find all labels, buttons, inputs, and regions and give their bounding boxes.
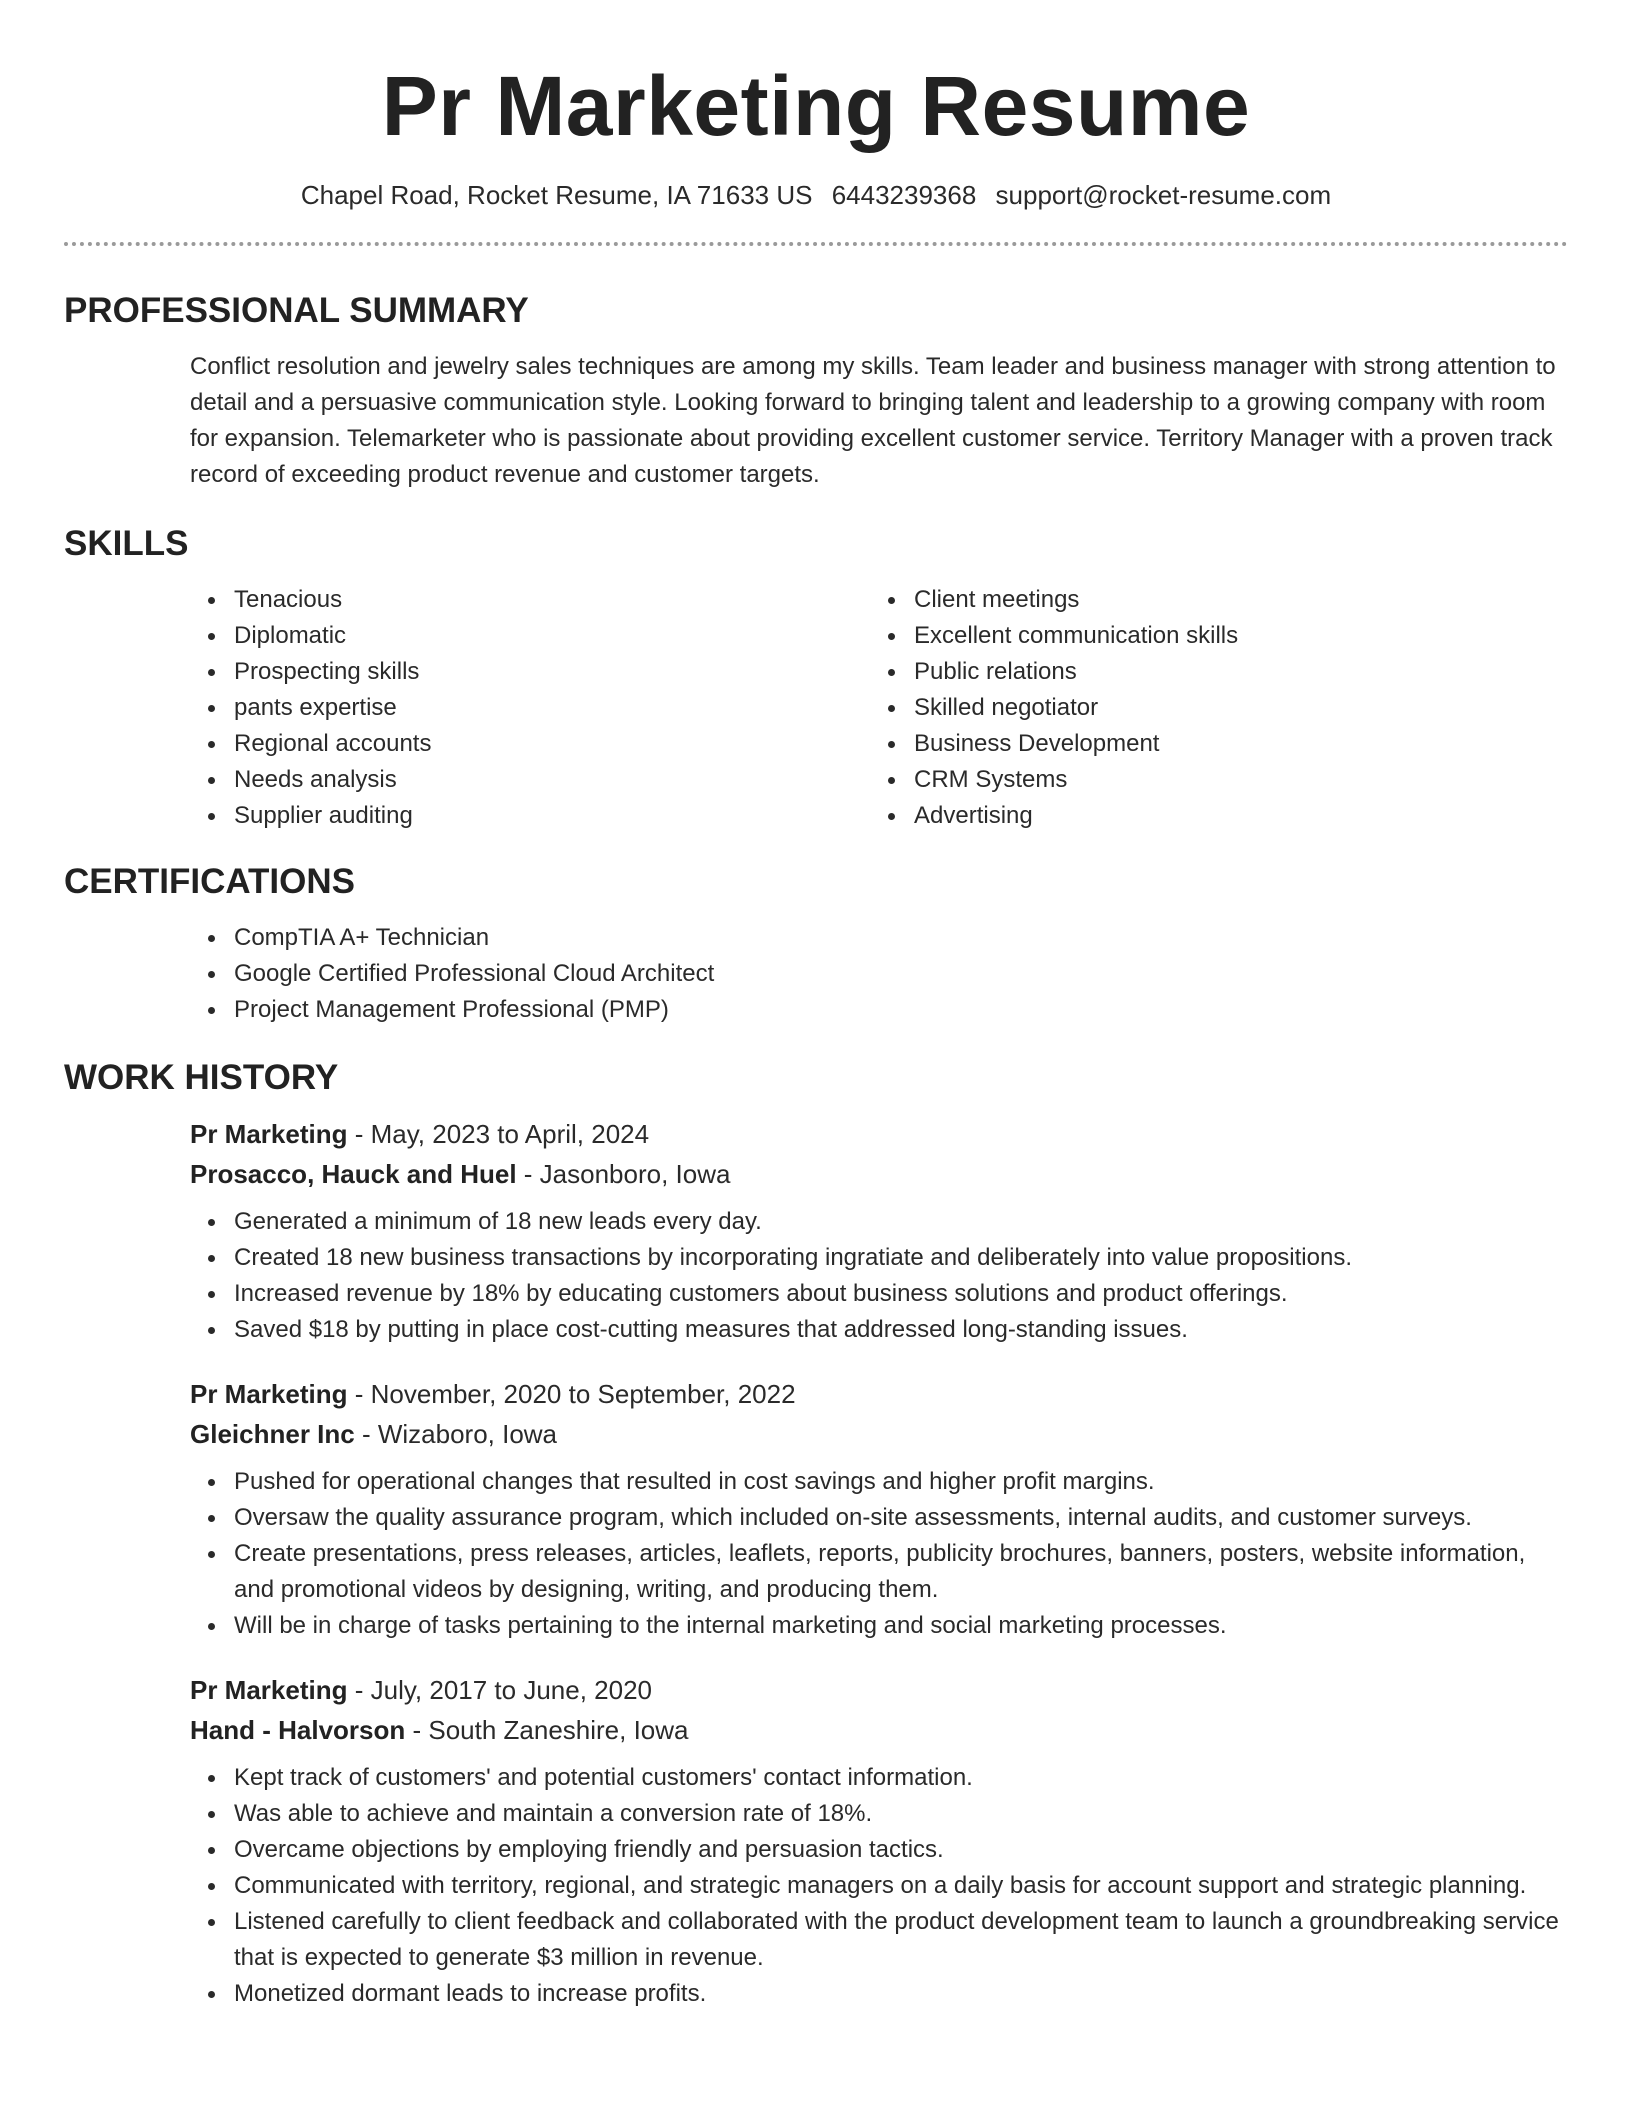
certification-item: Project Management Professional (PMP)	[234, 992, 1568, 1028]
resume-page	[64, 0, 1568, 2012]
job-location: - South Zaneshire, Iowa	[405, 1715, 689, 1745]
contact-line	[64, 178, 1568, 212]
skill-item: Excellent communication skills	[914, 618, 1550, 654]
job-dates: - May, 2023 to April, 2024	[347, 1119, 650, 1149]
skill-item: Advertising	[914, 798, 1550, 834]
job-company-line	[190, 1710, 1568, 1750]
skill-item: pants expertise	[234, 690, 870, 726]
skill-item: Diplomatic	[234, 618, 870, 654]
job-location: - Jasonboro, Iowa	[516, 1159, 731, 1189]
contact-phone: 6443239368	[831, 180, 977, 210]
skill-item: Needs analysis	[234, 762, 870, 798]
job-role: Pr Marketing	[190, 1675, 348, 1705]
job-bullet: Increased revenue by 18% by educating customers about business solutions and product offerings.	[234, 1276, 1568, 1312]
skill-item: Regional accounts	[234, 726, 870, 762]
skills-list	[190, 582, 1568, 834]
skill-item: Client meetings	[914, 582, 1550, 618]
job-company: Gleichner Inc	[190, 1419, 355, 1449]
job-title-line	[190, 1374, 1568, 1414]
skill-item: Business Development	[914, 726, 1550, 762]
job-bullet: Listened carefully to client feedback and collaborated with the product development team to launch a groundbreaking service that is expected to generate $3 million in revenue.	[234, 1904, 1568, 1976]
certification-item: Google Certified Professional Cloud Architect	[234, 956, 1568, 992]
certifications-list	[190, 920, 1568, 1028]
job-bullet: Kept track of customers' and potential customers' contact information.	[234, 1760, 1568, 1796]
job-company: Hand - Halvorson	[190, 1715, 406, 1745]
skills-column-right	[870, 582, 1550, 834]
contact-address: Chapel Road, Rocket Resume, IA 71633 US	[300, 180, 813, 210]
job-bullet: Created 18 new business transactions by incorporating ingratiate and deliberately into value propositions.	[234, 1240, 1568, 1276]
contact-email: support@rocket-resume.com	[995, 180, 1332, 210]
job-title-line	[190, 1670, 1568, 1710]
job-bullet: Overcame objections by employing friendly and persuasion tactics.	[234, 1832, 1568, 1868]
skills-heading: SKILLS	[64, 524, 189, 563]
header-divider	[64, 242, 1568, 246]
job-dates: - November, 2020 to September, 2022	[347, 1379, 796, 1409]
summary-text: Conflict resolution and jewelry sales techniques are among my skills. Team leader and business manager with strong attention to detail and a persuasive communication style. Looking forward to bringing talent and leadership to a growing company with room for expansion. Telemarketer who is passionate about providing excellent customer service. Territory Manager with a proven track record of exceeding product revenue and customer targets.	[190, 353, 1556, 488]
job-title-line	[190, 1114, 1568, 1154]
work-history-heading: WORK HISTORY	[64, 1058, 339, 1097]
job-company: Prosacco, Hauck and Huel	[190, 1159, 517, 1189]
job-company-line	[190, 1414, 1568, 1454]
job-entry	[190, 1374, 1568, 1644]
resume-title: Pr Marketing Resume	[381, 59, 1251, 153]
job-entry	[190, 1114, 1568, 1348]
job-bullet: Saved $18 by putting in place cost-cutting measures that addressed long-standing issues.	[234, 1312, 1568, 1348]
skill-item: Skilled negotiator	[914, 690, 1550, 726]
job-bullet: Monetized dormant leads to increase profits.	[234, 1976, 1568, 2012]
skill-item: Prospecting skills	[234, 654, 870, 690]
job-bullet: Pushed for operational changes that resulted in cost savings and higher profit margins.	[234, 1464, 1568, 1500]
skill-item: CRM Systems	[914, 762, 1550, 798]
certification-item: CompTIA A+ Technician	[234, 920, 1568, 956]
job-location: - Wizaboro, Iowa	[354, 1419, 558, 1449]
skill-item: Tenacious	[234, 582, 870, 618]
job-role: Pr Marketing	[190, 1379, 348, 1409]
certifications-heading: CERTIFICATIONS	[64, 862, 356, 901]
skill-item: Supplier auditing	[234, 798, 870, 834]
job-entry	[190, 1670, 1568, 2012]
job-bullet: Generated a minimum of 18 new leads every day.	[234, 1204, 1568, 1240]
summary-heading: PROFESSIONAL SUMMARY	[64, 291, 529, 330]
job-dates: - July, 2017 to June, 2020	[347, 1675, 652, 1705]
job-bullet: Create presentations, press releases, articles, leaflets, reports, publicity brochures, banners, posters, website information, and promotional videos by designing, writing, and producing them.	[234, 1536, 1568, 1608]
job-bullet: Communicated with territory, regional, and strategic managers on a daily basis for account support and strategic planning.	[234, 1868, 1568, 1904]
job-bullet: Oversaw the quality assurance program, which included on-site assessments, internal audits, and customer surveys.	[234, 1500, 1568, 1536]
job-company-line	[190, 1154, 1568, 1194]
job-bullet: Was able to achieve and maintain a conversion rate of 18%.	[234, 1796, 1568, 1832]
skill-item: Public relations	[914, 654, 1550, 690]
job-role: Pr Marketing	[190, 1119, 348, 1149]
skills-column-left	[190, 582, 870, 834]
job-bullet: Will be in charge of tasks pertaining to the internal marketing and social marketing processes.	[234, 1608, 1568, 1644]
